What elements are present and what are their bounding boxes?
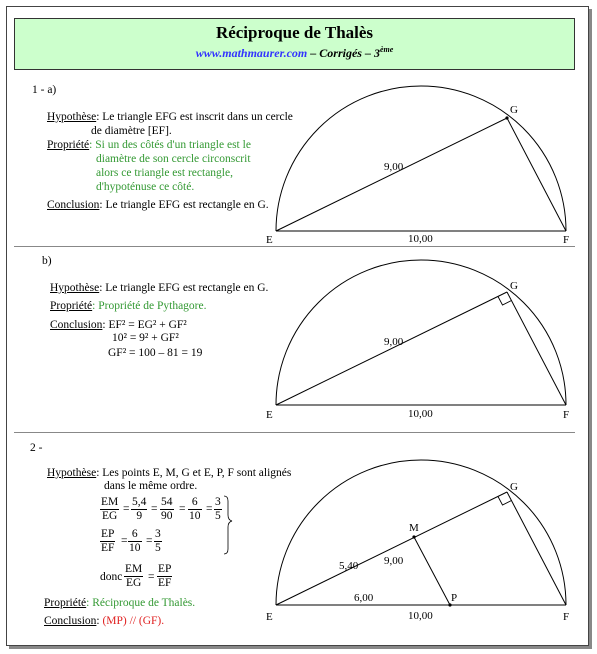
figure-1b [266, 260, 569, 421]
part1b-number: b) [42, 255, 52, 267]
part1a-prop-line4: d'hypoténuse ce côté. [96, 181, 195, 193]
point-g [505, 116, 508, 119]
part2-number: 2 - [30, 442, 43, 454]
fraction-ep-ef: $\frac{EP}{EF}$ [158, 563, 172, 589]
fraction-6-10: $\frac{6}{10}$ [189, 496, 201, 522]
label-ep: 6,00 [354, 592, 374, 604]
prop-label: Propriété [44, 597, 87, 609]
label-ef: 10,00 [408, 610, 433, 622]
equals-sign: = [179, 503, 186, 515]
fraction-em-eg: $\frac{EM}{EG}$ [125, 563, 143, 589]
concl-label: Conclusion [50, 319, 103, 331]
site-link[interactable]: www.mathmaurer.com [195, 46, 308, 60]
fraction-ep-ef: $\frac{EP}{EF}$ [101, 528, 115, 554]
part1a-hyp-line2: de diamètre [EF]. [91, 125, 172, 137]
label-mg: 9,00 [384, 555, 404, 567]
system-brace [224, 496, 232, 554]
label-e: E [266, 409, 273, 421]
label-ef: 10,00 [408, 233, 433, 245]
segment-eg [276, 118, 507, 231]
label-ef: 10,00 [408, 408, 433, 420]
label-g: G [510, 481, 518, 493]
hyp-label: Hypothèse [47, 467, 97, 479]
equals-sign: = [123, 503, 130, 515]
fraction-54-9: $\frac{5,4}{9}$ [132, 496, 147, 522]
label-f: F [563, 409, 570, 421]
hyp-text: : Les points E, M, G et E, P, F sont alignés [96, 467, 292, 479]
label-e: E [266, 611, 273, 623]
figure-1a [266, 86, 569, 246]
fraction-54-90: $\frac{54}{90}$ [161, 496, 173, 522]
subtitle-rest: – Corrigés – 3 [307, 46, 380, 60]
concl-label: Conclusion [44, 615, 97, 627]
hyp-text: : Le triangle EFG est rectangle en G. [99, 282, 269, 294]
equals-sign: = [151, 503, 158, 515]
part1b-concl-line3: GF² = 100 – 81 = 19 [108, 347, 203, 359]
label-e: E [266, 234, 273, 246]
fraction-3-5: $\frac{3}{5}$ [215, 496, 221, 522]
concl-line1: : EF² = EG² + GF² [102, 319, 187, 331]
hyp-label: Hypothèse [50, 282, 100, 294]
fraction-6-10: $\frac{6}{10}$ [129, 528, 141, 554]
prop-text: : Propriété de Pythagore. [92, 300, 207, 312]
label-eg: 9,00 [384, 161, 404, 173]
page-title: Réciproque de Thalès [215, 23, 374, 42]
hyp-text: : Le triangle EFG est inscrit dans un cercle [96, 111, 293, 123]
segment-mp [414, 537, 450, 605]
segment-eg [276, 492, 507, 605]
equals-sign: = [121, 535, 128, 547]
segment-gf [507, 118, 566, 231]
equals-sign: = [206, 503, 213, 515]
part1a-prop-line2: diamètre de son cercle circonscrit [96, 153, 251, 165]
point-m [412, 535, 415, 538]
part1b-concl-line2: 10² = 9² + GF² [112, 332, 179, 344]
fraction-em-eg: $\frac{EM}{EG}$ [101, 496, 119, 522]
fraction-3-5: $\frac{3}{5}$ [155, 528, 161, 554]
subtitle-sup: ème [379, 45, 394, 54]
part2-hyp-line2: dans le même ordre. [104, 480, 198, 492]
part1a-prop-line3: alors ce triangle est rectangle, [96, 167, 233, 179]
concl-label: Conclusion [47, 199, 100, 211]
concl-text: : Le triangle EFG est rectangle en G. [99, 199, 269, 211]
prop-label: Propriété [47, 139, 90, 151]
label-eg: 9,00 [384, 336, 404, 348]
segment-gf [507, 492, 566, 605]
hyp-label: Hypothèse [47, 111, 97, 123]
label-g: G [510, 280, 518, 292]
concl-sep: : [96, 615, 103, 627]
figure-2 [266, 460, 569, 623]
concl-text: (MP) // (GF). [102, 615, 165, 627]
part1a-number: 1 - a) [32, 84, 57, 96]
label-f: F [563, 234, 570, 246]
prop-label: Propriété [50, 300, 93, 312]
equals-sign: = [146, 535, 153, 547]
donc-label: donc [100, 571, 123, 583]
label-m: M [409, 522, 419, 534]
label-p: P [451, 592, 458, 604]
label-g: G [510, 104, 518, 116]
label-f: F [563, 611, 570, 623]
label-em: 5,40 [339, 560, 359, 572]
prop-text: : Si un des côtés d'un triangle est le [89, 139, 251, 151]
segment-eg [276, 292, 507, 405]
equals-sign: = [148, 571, 155, 583]
prop-text: : Réciproque de Thalès. [86, 597, 196, 609]
segment-gf [507, 292, 566, 405]
